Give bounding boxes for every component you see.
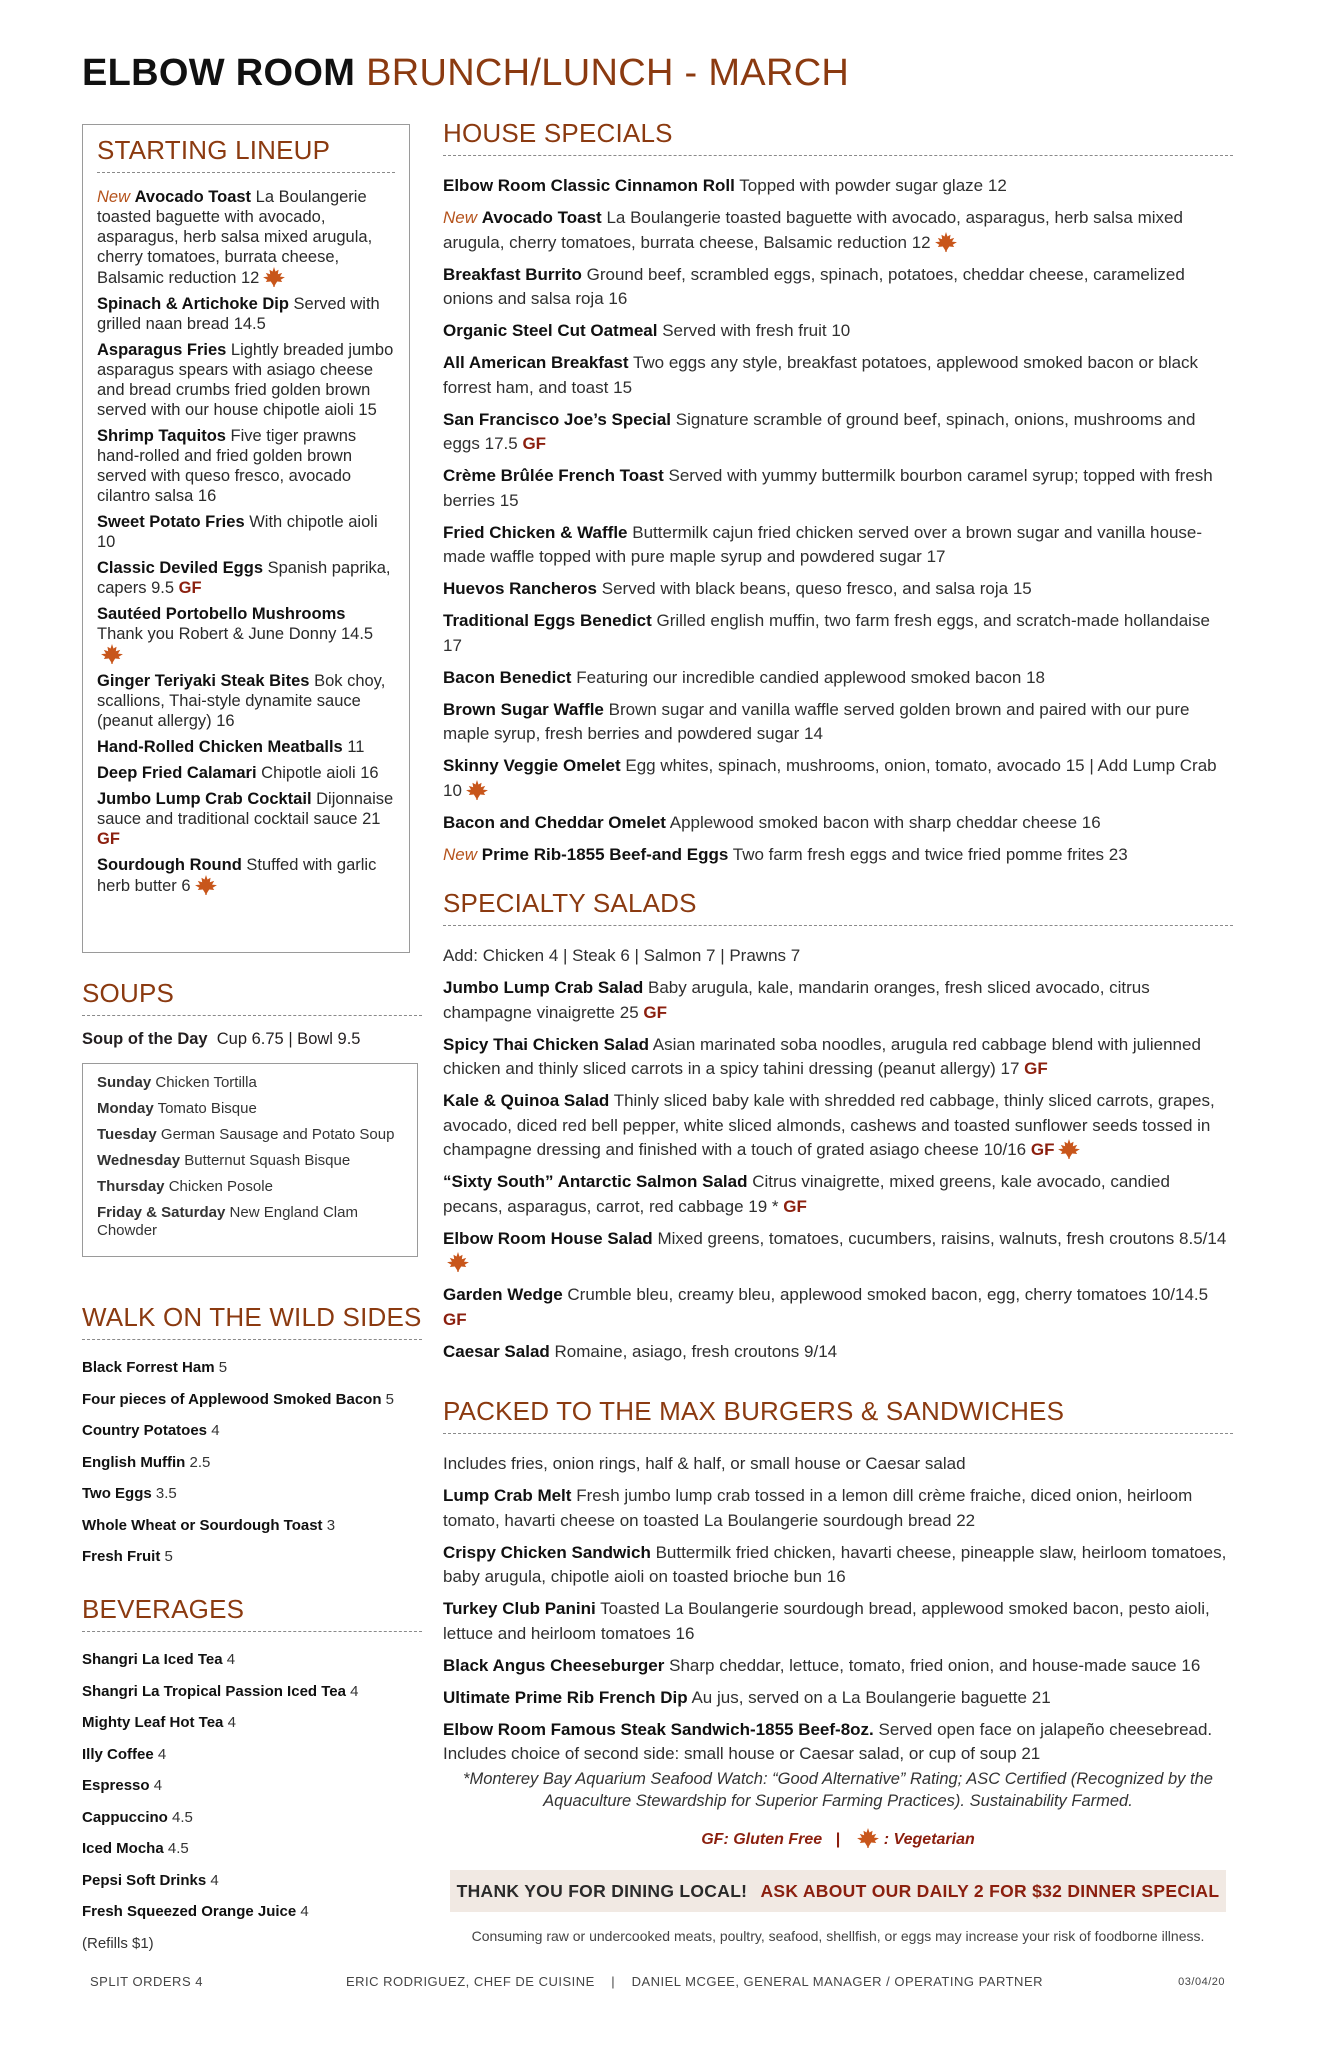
- item-price: 4.5: [172, 1808, 193, 1826]
- item-price: 23: [1108, 844, 1128, 864]
- item-price: 4: [227, 1714, 236, 1731]
- item-name: Shangri La Iced Tea: [82, 1651, 223, 1668]
- item-name: Black Forrest Ham: [82, 1359, 215, 1376]
- item-price: 11: [347, 738, 365, 756]
- item-name: Spicy Thai Chicken Salad: [443, 1034, 649, 1054]
- item-description: Buttermilk cajun fried chicken served over a brown sugar and vanilla house-made waffle topped with pure maple syrup and powdered sugar: [443, 522, 1203, 566]
- soup-day: Tuesday: [97, 1126, 157, 1143]
- item-price: 4: [350, 1682, 359, 1700]
- wild-sides-section: [82, 1302, 422, 1579]
- item-price: 5: [385, 1390, 394, 1408]
- soup-day: Monday: [97, 1100, 154, 1117]
- item-price: 15: [358, 401, 377, 419]
- new-badge: New: [97, 188, 131, 206]
- item-description: Sharp cheddar, lettuce, tomato, fried onion, and house-made sauce: [669, 1655, 1177, 1675]
- menu-item: [443, 1686, 1233, 1711]
- menu-item: [97, 671, 395, 731]
- item-name: “Sixty South” Antarctic Salmon Salad: [443, 1172, 748, 1191]
- item-name: Skinny Veggie Omelet: [443, 756, 621, 775]
- section-heading: SOUPS: [82, 978, 422, 1016]
- item-name: Four pieces of Applewood Smoked Bacon: [82, 1390, 382, 1408]
- item-name: Mighty Leaf Hot Tea: [82, 1714, 224, 1731]
- item-name: Pepsi Soft Drinks: [82, 1871, 207, 1889]
- item-price: 5: [218, 1359, 228, 1376]
- item-name: All American Breakfast: [443, 353, 629, 372]
- menu-item: [443, 174, 1233, 199]
- item-description: Fresh jumbo lump crab tossed in a lemon dill crème fraiche, diced onion, heirloom tomato, havarti cheese on toasted La Boulangerie sourdough bread: [443, 1486, 1193, 1530]
- item-name: Sourdough Round: [97, 856, 242, 874]
- salads-list: [443, 976, 1233, 1364]
- gluten-free-badge: GF: [1024, 1059, 1048, 1078]
- item-price: 10: [831, 321, 851, 340]
- legend-veg: : Vegetarian: [883, 1831, 975, 1848]
- item-name: Classic Deviled Eggs: [97, 559, 263, 577]
- starting-lineup-list: [97, 187, 395, 896]
- item-name: Avocado Toast: [134, 188, 252, 206]
- item-name: Black Angus Cheeseburger: [443, 1655, 665, 1675]
- item-description: Asian marinated soba noodles, arugula red cabbage blend with julienned chicken and thinly sliced carrots in a spicy tahini dressing (peanut allergy): [443, 1034, 1201, 1078]
- item-name: Elbow Room House Salad: [443, 1228, 653, 1248]
- list-item: [82, 1713, 422, 1745]
- section-heading: WALK ON THE WILD SIDES: [82, 1302, 422, 1340]
- section-heading: HOUSE SPECIALS: [443, 118, 1233, 156]
- soup-name: Chicken Tortilla: [155, 1074, 257, 1091]
- item-name: English Muffin: [82, 1453, 186, 1471]
- list-item: [82, 1650, 422, 1682]
- item-description: Bok choy, scallions, Thai-style dynamite sauce (peanut allergy): [97, 672, 386, 730]
- item-price: 15: [1012, 579, 1032, 598]
- item-description: Featuring our incredible candied applewood smoked bacon: [576, 667, 1022, 687]
- daily-soup-row: [97, 1178, 403, 1196]
- menu-item: [443, 351, 1233, 400]
- menu-item: [443, 1033, 1233, 1082]
- item-name: Hand-Rolled Chicken Meatballs: [97, 738, 343, 756]
- item-name: Kale & Quinoa Salad: [443, 1091, 610, 1110]
- item-name: Asparagus Fries: [97, 341, 227, 359]
- item-price: 19 *: [748, 1196, 779, 1216]
- menu-item: [443, 263, 1233, 312]
- item-price: 12: [241, 269, 260, 287]
- item-description: Romaine, asiago, fresh croutons: [554, 1341, 800, 1361]
- staff-credits: ERIC RODRIGUEZ, CHEF DE CUISINE | DANIEL MCGEE, GENERAL MANAGER / OPERATING PARTNER: [346, 1974, 1044, 1989]
- item-price: 4: [157, 1745, 167, 1763]
- list-item: [82, 1390, 422, 1422]
- item-price: 9.5: [151, 579, 175, 597]
- new-badge: New: [443, 208, 478, 227]
- item-description: Served with fresh fruit: [662, 321, 827, 340]
- house-specials-section: [443, 118, 1233, 875]
- item-name: Iced Mocha: [82, 1840, 164, 1857]
- item-name: Spinach & Artichoke Dip: [97, 295, 289, 313]
- gluten-free-badge: GF: [443, 1309, 467, 1329]
- item-price: 16: [675, 1623, 695, 1643]
- item-name: Ginger Teriyaki Steak Bites: [97, 672, 310, 690]
- item-description: Baby arugula, kale, mandarin oranges, fresh sliced avocado, citrus champagne vinaigrette: [443, 978, 1150, 1022]
- item-name: Ultimate Prime Rib French Dip: [443, 1687, 688, 1707]
- soup-day: Friday & Saturday: [97, 1204, 226, 1221]
- item-name: Traditional Eggs Benedict: [443, 611, 652, 630]
- menu-item: [443, 464, 1233, 513]
- item-name: Jumbo Lump Crab Salad: [443, 978, 644, 997]
- daily-soups-box: [82, 1063, 418, 1257]
- menu-item: [443, 1340, 1233, 1365]
- item-description: Lightly breaded jumbo asparagus spears with asiago cheese and bread crumbs fried golden brown served with our house chipotle aioli: [97, 341, 394, 419]
- item-name: Sweet Potato Fries: [97, 513, 245, 531]
- item-description: Five tiger prawns hand-rolled and fried golden brown served with queso fresco, avocado cilantro salsa: [97, 427, 357, 505]
- soups-section: [82, 978, 422, 1257]
- item-name: Turkey Club Panini: [443, 1599, 596, 1618]
- daily-soup-row: [97, 1074, 403, 1092]
- maple-leaf-icon: [101, 644, 123, 664]
- item-description: Thinly sliced baby kale with shredded red cabbage, thinly sliced carrots, grapes, avocado, diced red bell pepper, white sliced almonds, cashews and toasted sunflower seeds tossed in champagne dressing and finished with a touch of grated asiago cheese: [443, 1091, 1215, 1159]
- maple-leaf-icon: [195, 875, 217, 895]
- menu-item: [97, 294, 395, 334]
- item-name: San Francisco Joe’s Special: [443, 409, 672, 429]
- menu-date: 03/04/20: [1178, 1976, 1225, 1988]
- burgers-sandwiches-section: [443, 1396, 1233, 1774]
- menu-item: [443, 521, 1233, 570]
- item-description: Toasted La Boulangerie sourdough bread, applewood smoked bacon, pesto aioli, lettuce and heirloom tomatoes: [443, 1599, 1210, 1643]
- salad-add-ons: Add: Chicken 4 | Steak 6 | Salmon 7 | Prawns 7: [443, 946, 801, 965]
- soup-name: Chicken Posole: [168, 1178, 273, 1195]
- menu-item: [443, 609, 1233, 658]
- food-safety-warning: Consuming raw or undercooked meats, poultry, seafood, shellfish, or eggs may increase your risk of foodborne illness.: [471, 1928, 1205, 1944]
- soup-name: Tomato Bisque: [157, 1100, 257, 1117]
- daily-soup-row: [97, 1126, 403, 1144]
- burgers-includes: Includes fries, onion rings, half & half, or small house or Caesar salad: [443, 1454, 966, 1473]
- item-name: Fried Chicken & Waffle: [443, 522, 628, 542]
- menu-item: [443, 319, 1233, 344]
- item-name: Fresh Fruit: [82, 1548, 161, 1565]
- item-price: 14: [803, 724, 823, 743]
- item-name: Caesar Salad: [443, 1341, 550, 1361]
- list-item: [82, 1808, 422, 1840]
- item-price: 15 | Add Lump Crab 10: [443, 756, 1217, 800]
- item-description: With chipotle aioli: [249, 513, 378, 531]
- list-item: [82, 1839, 422, 1871]
- item-price: 16: [197, 487, 217, 505]
- menu-item: [97, 789, 395, 849]
- menu-item: [443, 976, 1233, 1025]
- seafood-footnote: *Monterey Bay Aquarium Seafood Watch: “Good Alternative” Rating; ASC Certified (Recognized by the Aquaculture Stewardship for Superior Farming Practices). Sustainability Farmed.: [463, 1770, 1213, 1810]
- banner-thanks: THANK YOU FOR DINING LOCAL!: [456, 1881, 748, 1901]
- item-price: 21: [362, 810, 381, 828]
- item-name: Bacon Benedict: [443, 667, 572, 687]
- item-price: 4.5: [167, 1840, 189, 1857]
- item-name: Sautéed Portobello Mushrooms: [97, 605, 346, 623]
- burgers-list: [443, 1484, 1233, 1767]
- item-price: 8.5/14: [1179, 1228, 1227, 1248]
- section-heading: STARTING LINEUP: [97, 135, 395, 173]
- list-item: [82, 1358, 422, 1390]
- item-name: Elbow Room Classic Cinnamon Roll: [443, 176, 735, 195]
- list-item: [82, 1547, 422, 1579]
- soup-name: Butternut Squash Bisque: [184, 1152, 351, 1169]
- maple-leaf-icon: [466, 780, 488, 800]
- item-price: 10/14.5: [1151, 1285, 1209, 1304]
- list-item: [82, 1682, 422, 1714]
- item-price: 15: [613, 377, 633, 397]
- item-price: 2.5: [189, 1453, 211, 1471]
- item-description: Topped with powder sugar glaze: [739, 176, 984, 195]
- item-description: Applewood smoked bacon with sharp cheddar cheese: [669, 812, 1078, 832]
- item-description: Signature scramble of ground beef, spinach, onions, mushrooms and eggs: [443, 409, 1196, 453]
- menu-subtitle: BRUNCH/LUNCH - MARCH: [366, 52, 850, 94]
- item-price: 18: [1026, 667, 1045, 687]
- item-price: 21: [1021, 1744, 1041, 1763]
- menu-item: [443, 698, 1233, 747]
- menu-item: [97, 426, 395, 506]
- new-badge: New: [443, 844, 478, 864]
- item-description: Spanish paprika, capers: [97, 559, 391, 597]
- soup-of-the-day: [82, 1030, 422, 1049]
- item-name: Prime Rib-1855 Beef-and Eggs: [481, 844, 729, 864]
- item-description: Served open face on jalapeño cheesebread. Includes choice of second side: small house or Caesar salad, or cup of soup: [443, 1719, 1213, 1763]
- brand-name: ELBOW ROOM: [82, 52, 356, 94]
- menu-item: [443, 1283, 1233, 1332]
- item-price: 21: [1031, 1687, 1051, 1707]
- item-name: Country Potatoes: [82, 1422, 208, 1439]
- item-name: Huevos Rancheros: [443, 579, 597, 598]
- gluten-free-badge: GF: [97, 830, 120, 848]
- item-description: Thank you Robert & June Donny: [97, 625, 337, 643]
- item-price: 10/16: [983, 1140, 1027, 1159]
- burgers-items: [443, 1452, 1233, 1767]
- promo-banner: [450, 1870, 1226, 1912]
- maple-leaf-icon: [935, 232, 957, 252]
- menu-item: [443, 1597, 1233, 1646]
- item-description: Chipotle aioli: [261, 764, 356, 782]
- item-price: 22: [956, 1510, 976, 1530]
- item-price: 16: [608, 289, 628, 308]
- menu-item: [443, 206, 1233, 255]
- item-description: Buttermilk fried chicken, havarti cheese, pineapple slaw, heirloom tomatoes, baby arugula, chipotle aioli on toasted brioche bun: [443, 1542, 1227, 1586]
- menu-item: [97, 604, 395, 665]
- soup-day: Thursday: [97, 1178, 165, 1195]
- gluten-free-badge: GF: [1030, 1140, 1055, 1159]
- item-name: Espresso: [82, 1777, 150, 1794]
- maple-leaf-icon: [1058, 1139, 1080, 1159]
- item-name: Crispy Chicken Sandwich: [443, 1542, 651, 1562]
- item-description: La Boulangerie toasted baguette with avocado, asparagus, herb salsa mixed arugula, cherry tomatoes, burrata cheese, Balsamic reduction: [443, 208, 1183, 252]
- menu-title: [82, 52, 849, 95]
- item-price: 16: [1081, 812, 1101, 832]
- item-price: 4: [210, 1871, 219, 1889]
- item-description: Two eggs any style, breakfast potatoes, applewood smoked bacon or black forrest ham, and toast: [443, 353, 1199, 397]
- daily-soup-row: [97, 1152, 403, 1170]
- item-description: Ground beef, scrambled eggs, spinach, potatoes, cheddar cheese, caramelized onions and salsa roja: [443, 264, 1185, 308]
- item-price: 14.5: [340, 625, 374, 643]
- item-price: 17: [443, 635, 462, 655]
- beverages-section: [82, 1594, 422, 1965]
- item-name: Jumbo Lump Crab Cocktail: [97, 790, 312, 808]
- item-name: Fresh Squeezed Orange Juice: [82, 1903, 297, 1920]
- list-item: [82, 1776, 422, 1808]
- item-name: Crème Brûlée French Toast: [443, 466, 664, 485]
- soup-day: Sunday: [97, 1074, 152, 1091]
- maple-leaf-icon: [263, 267, 285, 287]
- item-description: Grilled english muffin, two farm fresh eggs, and scratch-made hollandaise: [656, 611, 1210, 630]
- item-name: Shangri La Tropical Passion Iced Tea: [82, 1682, 346, 1700]
- list-item: [82, 1421, 422, 1453]
- menu-item: [97, 187, 395, 288]
- menu-item: [97, 512, 395, 552]
- item-name: Whole Wheat or Sourdough Toast: [82, 1516, 323, 1534]
- item-price: 3: [326, 1516, 336, 1534]
- item-price: 25: [619, 1002, 639, 1022]
- item-name: Shrimp Taquitos: [97, 427, 226, 445]
- dietary-legend: [443, 1828, 1233, 1849]
- menu-item: [443, 577, 1233, 602]
- item-price: 5: [164, 1548, 173, 1565]
- item-price: 4: [211, 1422, 220, 1439]
- house-specials-list: [443, 174, 1233, 867]
- menu-item: [97, 340, 395, 420]
- soup-name: New England Clam Chowder: [97, 1204, 358, 1239]
- item-price: 9/14: [804, 1341, 838, 1361]
- gluten-free-badge: GF: [522, 434, 547, 453]
- item-name: Brown Sugar Waffle: [443, 699, 604, 719]
- banner-special: ASK ABOUT OUR DAILY 2 FOR $32 DINNER SPECIAL: [760, 1881, 1220, 1901]
- specialty-salads-section: [443, 888, 1233, 1372]
- item-price: 3.5: [155, 1485, 177, 1502]
- gluten-free-badge: GF: [783, 1196, 807, 1216]
- gluten-free-badge: GF: [643, 1002, 668, 1022]
- soup-of-the-day-label: Soup of the Day: [82, 1030, 208, 1048]
- menu-item: [443, 1170, 1233, 1219]
- item-price: 14.5: [233, 315, 266, 333]
- list-item: [82, 1453, 422, 1485]
- daily-soup-row: [97, 1100, 403, 1118]
- menu-item: [443, 811, 1233, 836]
- list-item: [82, 1902, 422, 1934]
- item-price: 16: [826, 1567, 846, 1586]
- item-name: Illy Coffee: [82, 1745, 154, 1763]
- maple-leaf-icon: [447, 1252, 469, 1272]
- item-name: Avocado Toast: [481, 208, 602, 227]
- item-name: Elbow Room Famous Steak Sandwich-1855 Beef-8oz.: [443, 1719, 874, 1739]
- item-price: 4: [300, 1903, 309, 1920]
- item-description: Crumble bleu, creamy bleu, applewood smoked bacon, egg, cherry tomatoes: [567, 1285, 1147, 1304]
- item-price: 4: [226, 1651, 236, 1668]
- item-price: 16: [216, 712, 235, 730]
- section-heading: PACKED TO THE MAX BURGERS & SANDWICHES: [443, 1396, 1233, 1434]
- item-description: Served with grilled naan bread: [97, 295, 380, 333]
- menu-item: [97, 558, 395, 598]
- item-name: Deep Fried Calamari: [97, 764, 257, 782]
- item-price: 12: [911, 232, 931, 252]
- menu-item: [443, 1541, 1233, 1590]
- list-item: [82, 1484, 422, 1516]
- salads-items: [443, 944, 1233, 1364]
- soup-name: German Sausage and Potato Soup: [160, 1126, 395, 1143]
- item-price: 16: [360, 764, 379, 782]
- list-item: [82, 1516, 422, 1548]
- list-item: [82, 1745, 422, 1777]
- refills-note: (Refills $1): [82, 1934, 154, 1952]
- item-name: Breakfast Burrito: [443, 264, 582, 284]
- legend-separator: |: [835, 1831, 840, 1848]
- menu-item: [443, 1484, 1233, 1533]
- item-price: 17: [926, 547, 946, 566]
- menu-item: [97, 737, 395, 757]
- menu-item: [443, 843, 1233, 868]
- item-name: Bacon and Cheddar Omelet: [443, 812, 666, 832]
- soup-of-the-day-price: Cup 6.75 | Bowl 9.5: [216, 1030, 361, 1048]
- menu-item: [97, 763, 395, 783]
- item-name: Garden Wedge: [443, 1285, 563, 1304]
- item-price: 16: [1181, 1655, 1201, 1675]
- item-description: Egg whites, spinach, mushrooms, onion, tomato, avocado: [625, 756, 1061, 775]
- item-price: 17: [1000, 1059, 1020, 1078]
- legend-gf: GF: Gluten Free: [701, 1831, 823, 1848]
- item-description: Brown sugar and vanilla waffle served golden brown and paired with our pure maple syrup, fresh berries and powdered sugar: [443, 699, 1190, 743]
- item-name: Organic Steel Cut Oatmeal: [443, 321, 658, 340]
- menu-item: [443, 408, 1233, 457]
- item-name: Two Eggs: [82, 1485, 152, 1502]
- item-description: Two farm fresh eggs and twice fried pomme frites: [732, 844, 1105, 864]
- maple-leaf-icon: [857, 1828, 879, 1848]
- menu-item: [443, 1089, 1233, 1163]
- gluten-free-badge: GF: [178, 579, 202, 597]
- menu-item: [443, 754, 1233, 803]
- item-description: Mixed greens, tomatoes, cucumbers, raisins, walnuts, fresh croutons: [657, 1228, 1175, 1248]
- soup-day: Wednesday: [97, 1152, 181, 1169]
- item-name: Lump Crab Melt: [443, 1486, 572, 1505]
- item-description: Dijonnaise sauce and traditional cocktail sauce: [97, 790, 394, 828]
- list-item: [82, 1871, 422, 1903]
- menu-item: [443, 666, 1233, 691]
- item-description: Served with black beans, queso fresco, and salsa roja: [601, 579, 1009, 598]
- menu-item: [97, 855, 395, 896]
- item-description: Citrus vinaigrette, mixed greens, kale avocado, candied pecans, asparagus, carrot, red cabbage: [443, 1172, 1170, 1216]
- split-orders: SPLIT ORDERS 4: [90, 1974, 203, 1989]
- beverages-list: [82, 1650, 422, 1934]
- menu-item: [443, 1718, 1233, 1767]
- item-description: La Boulangerie toasted baguette with avocado, asparagus, herb salsa mixed arugula, cherry tomatoes, burrata cheese, Balsamic reduction: [97, 188, 373, 287]
- item-price: 6: [181, 877, 191, 895]
- item-description: Stuffed with garlic herb butter: [97, 856, 377, 895]
- item-name: Cappuccino: [82, 1808, 168, 1826]
- item-price: 17.5: [484, 434, 518, 453]
- item-price: 4: [153, 1777, 163, 1794]
- starting-lineup-section: [82, 124, 410, 953]
- item-price: 15: [499, 490, 519, 510]
- section-heading: BEVERAGES: [82, 1594, 422, 1632]
- item-description: Served with yummy buttermilk bourbon caramel syrup; topped with fresh berries: [443, 466, 1213, 510]
- item-price: 10: [97, 533, 116, 551]
- section-heading: SPECIALTY SALADS: [443, 888, 1233, 926]
- item-description: Au jus, served on a La Boulangerie baguette: [691, 1687, 1027, 1707]
- menu-item: [443, 1654, 1233, 1679]
- menu-item: [443, 1227, 1233, 1276]
- daily-soup-row: [97, 1204, 403, 1240]
- wild-sides-list: [82, 1358, 422, 1579]
- item-price: 12: [987, 176, 1007, 195]
